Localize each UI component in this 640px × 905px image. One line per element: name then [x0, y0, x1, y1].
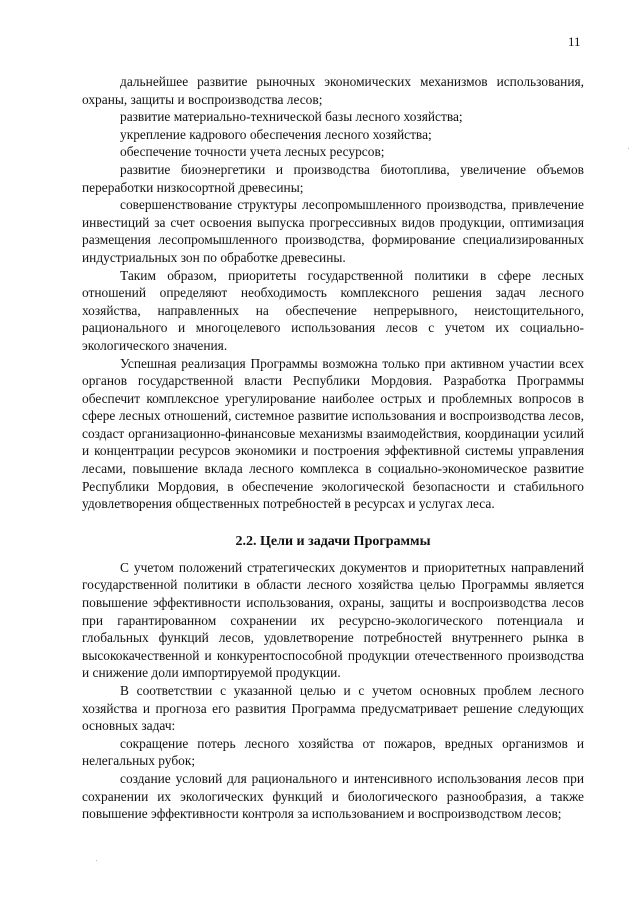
paragraph-program-goal: С учетом положений стратегических документов и приоритетных направлений государственной политики в области лесного хозяйства целью Программы является повышение эффективности использования, охраны, защиты и воспроизводства лесов при гарантированном сохранении их ресурсно-экологического потенциала и глобальных функций лесов, удовлетворение потребностей внутреннего рынка в высококачественной и конкурентоспособной продукции отечественного производства и снижение доли импортируемой продукции. — [82, 559, 584, 681]
page-number: 11 — [568, 34, 581, 49]
paragraph-policy-priorities: Таким образом, приоритеты государственной политики в сфере лесных отношений определяют необходимость комплексного решения задач лесного хозяйства, направленных на обеспечение непрерывного, неистощительного, рационального и многоцелевого использования лесов с учетом их социально-экологического значения. — [82, 267, 584, 353]
paragraph-staffing: укрепление кадрового обеспечения лесного хозяйства; — [120, 126, 432, 142]
page-content — [82, 73, 584, 823]
scan-speck — [628, 148, 629, 149]
section-heading: 2.2. Цели и задачи Программы — [235, 533, 431, 549]
paragraph-material-base: развитие материально-технической базы лесного хозяйства; — [120, 109, 463, 125]
paragraph-task-loss-reduction: сокращение потерь лесного хозяйства от пожаров, вредных организмов и нелегальных рубок; — [82, 735, 584, 769]
scan-speck — [96, 860, 97, 861]
paragraph-bioenergy: развитие биоэнергетики и производства биотоплива, увеличение объемов переработки низкосортной древесины; — [82, 161, 584, 195]
paragraph-timber-industry: совершенствование структуры лесопромышленного производства, привлечение инвестиций за счет освоения выпуска прогрессивных видов продукции, оптимизация размещения лесопромышленного производства, формирование специализированных индустриальных зон по обработке древесины. — [82, 197, 584, 265]
paragraph-market-mechanisms: дальнейшее развитие рыночных экономических механизмов использования, охраны, защиты и воспроизводства лесов; — [82, 74, 584, 107]
paragraph-program-tasks-intro: В соответствии с указанной целью и с учетом основных проблем лесного хозяйства и прогноза его развития Программа предусматривает решение следующих основных задач: — [82, 683, 584, 734]
paragraph-task-rational-use: создание условий для рационального и интенсивного использования лесов при сохранении их экологических функций и биологического разнообразия, а также повышение эффективности контроля за использованием и воспроизводством лесов; — [82, 770, 584, 822]
paragraph-resource-accounting: обеспечение точности учета лесных ресурсов; — [120, 144, 385, 160]
paragraph-program-implementation: Успешная реализация Программы возможна только при активном участии всех органов государственной власти Республики Мордовия. Разработка Программы обеспечит комплексное урегулирование наиболее острых и проблемных вопросов в сфере лесных отношений, системное развитие использования и воспроизводства лесов, создаст организационно-финансовые механизмы взаимодействия, координации усилий и концентрации ресурсов экономики и построения эффективной системы управления лесами, повышение вклада лесного комплекса в социально-экономическое развитие Республики Мордовия, в обеспечение экологической безопасности и стабильного удовлетворения общественных потребностей в ресурсах и услугах леса. — [82, 355, 584, 512]
